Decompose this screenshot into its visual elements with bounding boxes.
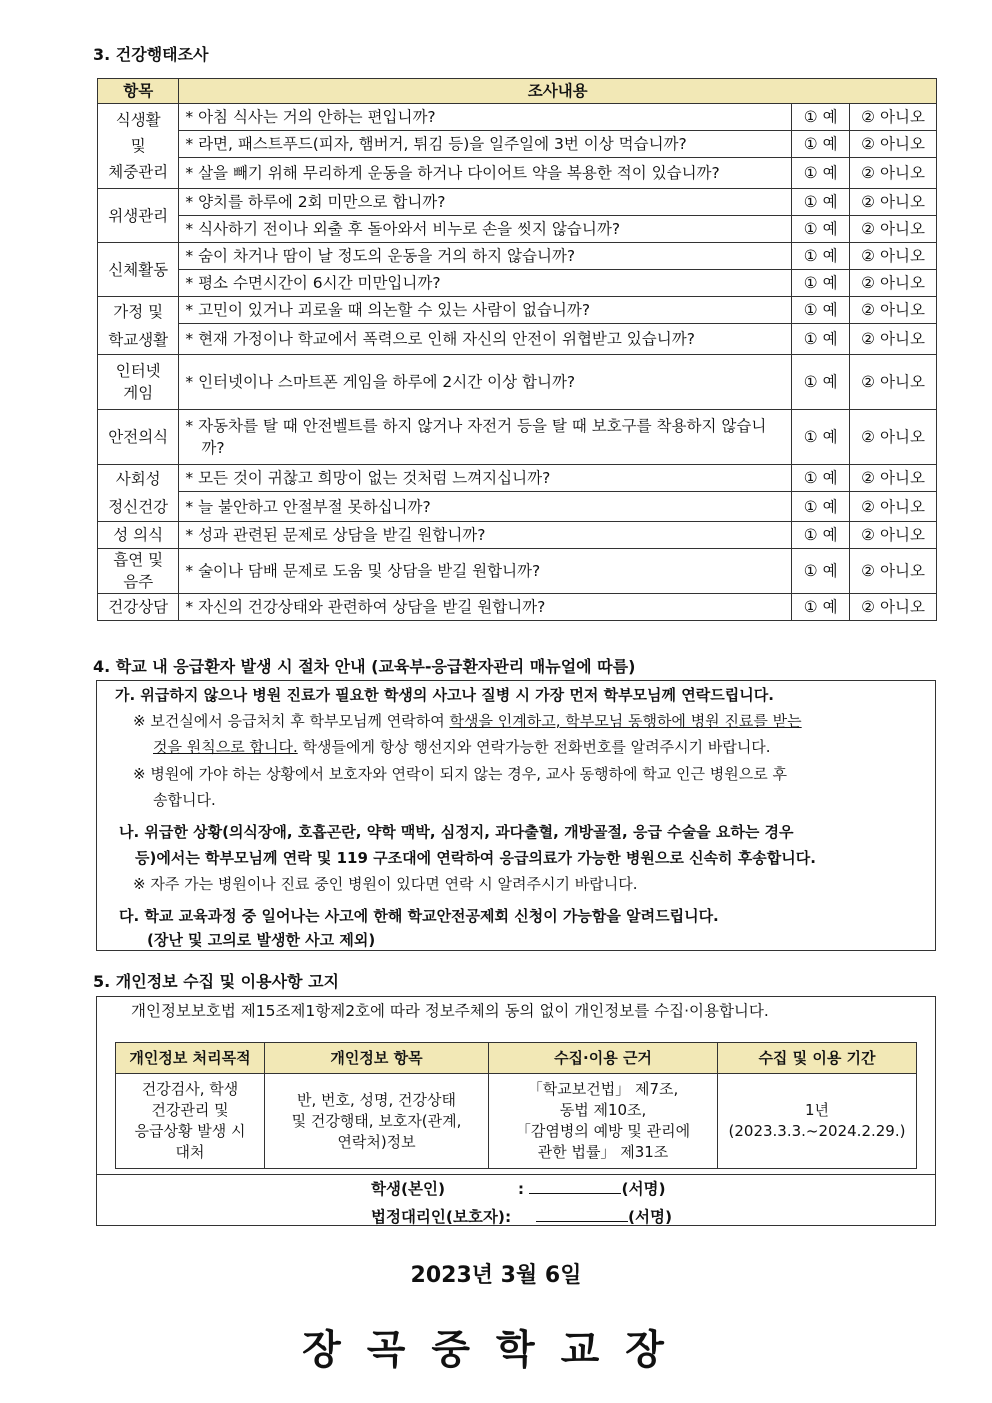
header-category: 항목 bbox=[98, 79, 179, 104]
privacy-header-period: 수집 및 이용 기간 bbox=[718, 1043, 917, 1074]
privacy-notice-box bbox=[96, 996, 936, 1226]
category-cell: 성 의식 bbox=[98, 522, 179, 549]
section-3-title: 3. 건강행태조사 bbox=[93, 45, 209, 64]
option-yes[interactable]: ① 예 bbox=[792, 465, 850, 492]
option-no[interactable]: ② 아니오 bbox=[850, 355, 937, 410]
category-cell: 흡연 및 음주 bbox=[98, 549, 179, 594]
option-yes[interactable]: ① 예 bbox=[792, 270, 850, 297]
privacy-basis-cell: 「학교보건법」 제7조, 동법 제10조, 「감염병의 예방 및 관리에 관한 법률」 제31조 bbox=[489, 1074, 718, 1169]
option-yes[interactable]: ① 예 bbox=[792, 522, 850, 549]
question-text: * 현재 가정이나 학교에서 폭력으로 인해 자신의 안전이 위협받고 있습니까? bbox=[179, 324, 792, 355]
question-text: * 식사하기 전이나 외출 후 돌아와서 비누로 손을 씻지 않습니까? bbox=[179, 216, 792, 243]
option-yes[interactable]: ① 예 bbox=[792, 243, 850, 270]
question-text: * 자동차를 탈 때 안전벨트를 하지 않거나 자전거 등을 탈 때 보호구를 착용하지 않습니까? bbox=[179, 410, 792, 465]
category-cell: 안전의식 bbox=[98, 410, 179, 465]
category-cell: 신체활동 bbox=[98, 243, 179, 297]
section-4-title: 4. 학교 내 응급환자 발생 시 절차 안내 (교육부-응급환자관리 매뉴얼에 따름) bbox=[93, 657, 636, 676]
option-no[interactable]: ② 아니오 bbox=[850, 594, 937, 621]
survey-row bbox=[98, 324, 937, 355]
privacy-header-basis: 수집·이용 근거 bbox=[489, 1043, 718, 1074]
procedure-ga-note2-line1: ※ 병원에 가야 하는 상황에서 보호자와 연락이 되지 않는 경우, 교사 동행하에 학교 인근 병원으로 후 bbox=[133, 765, 787, 783]
option-no[interactable]: ② 아니오 bbox=[850, 158, 937, 189]
survey-row bbox=[98, 522, 937, 549]
option-yes[interactable]: ① 예 bbox=[792, 131, 850, 158]
option-no[interactable]: ② 아니오 bbox=[850, 104, 937, 131]
option-yes[interactable]: ① 예 bbox=[792, 492, 850, 522]
option-yes[interactable]: ① 예 bbox=[792, 355, 850, 410]
option-yes[interactable]: ① 예 bbox=[792, 324, 850, 355]
option-yes[interactable]: ① 예 bbox=[792, 158, 850, 189]
emergency-procedure-box bbox=[96, 680, 936, 951]
privacy-header-purpose: 개인정보 처리목적 bbox=[116, 1043, 265, 1074]
option-no[interactable]: ② 아니오 bbox=[850, 189, 937, 216]
option-yes[interactable]: ① 예 bbox=[792, 104, 850, 131]
category-cell: 식생활 및 체중관리 bbox=[98, 104, 179, 189]
privacy-period-cell: 1년 (2023.3.3.~2024.2.29.) bbox=[718, 1074, 917, 1169]
document-date: 2023년 3월 6일 bbox=[410, 1263, 582, 1288]
category-cell: 인터넷 게임 bbox=[98, 355, 179, 410]
guardian-signature-blank[interactable] bbox=[536, 1207, 628, 1222]
privacy-table bbox=[115, 1042, 917, 1169]
option-no[interactable]: ② 아니오 bbox=[850, 216, 937, 243]
question-text: * 모든 것이 귀찮고 희망이 없는 것처럼 느껴지십니까? bbox=[179, 465, 792, 492]
question-text: * 살을 빼기 위해 무리하게 운동을 하거나 다이어트 약을 복용한 적이 있습니까? bbox=[179, 158, 792, 189]
privacy-items-cell: 반, 번호, 성명, 건강상태 및 건강행태, 보호자(관계, 연락처)정보 bbox=[265, 1074, 489, 1169]
survey-row bbox=[98, 158, 937, 189]
option-no[interactable]: ② 아니오 bbox=[850, 297, 937, 324]
survey-row bbox=[98, 104, 937, 131]
guardian-label: 법정대리인(보호자): bbox=[371, 1208, 512, 1226]
procedure-da-line2: (장난 및 고의로 발생한 사고 제외) bbox=[147, 931, 376, 949]
category-cell: 건강상담 bbox=[98, 594, 179, 621]
option-no[interactable]: ② 아니오 bbox=[850, 324, 937, 355]
option-no[interactable]: ② 아니오 bbox=[850, 465, 937, 492]
header-content: 조사내용 bbox=[179, 79, 937, 104]
procedure-na-line2: 등)에서는 학부모님께 연락 및 119 구조대에 연락하여 응급의료가 가능한 병원으로 신속히 후송합니다. bbox=[135, 849, 816, 867]
guardian-sign-label: (서명) bbox=[627, 1208, 673, 1226]
survey-row bbox=[98, 189, 937, 216]
category-cell: 위생관리 bbox=[98, 189, 179, 243]
survey-row bbox=[98, 297, 937, 324]
procedure-na-note: ※ 자주 가는 병원이나 진료 중인 병원이 있다면 연락 시 알려주시기 바랍니다. bbox=[133, 875, 638, 893]
question-text: * 평소 수면시간이 6시간 미만입니까? bbox=[179, 270, 792, 297]
student-signature-row: 학생(본인) : (서명) bbox=[371, 1180, 666, 1198]
survey-row bbox=[98, 355, 937, 410]
question-text: * 자신의 건강상태와 관련하여 상담을 받길 원합니까? bbox=[179, 594, 792, 621]
privacy-purpose-cell: 건강검사, 학생 건강관리 및 응급상황 발생 시 대처 bbox=[116, 1074, 265, 1169]
principal-signature: 장곡중학교장 bbox=[302, 1327, 690, 1373]
signature-divider bbox=[97, 1174, 935, 1175]
question-text: * 라면, 패스트푸드(피자, 햄버거, 튀김 등)을 일주일에 3번 이상 먹습니까? bbox=[179, 131, 792, 158]
option-no[interactable]: ② 아니오 bbox=[850, 243, 937, 270]
procedure-ga-note1-line1: ※ 보건실에서 응급처치 후 학부모님께 연락하여 학생을 인계하고, 학부모님 동행하에 병원 진료를 받는 bbox=[133, 712, 802, 730]
question-text: * 고민이 있거나 괴로울 때 의논할 수 있는 사람이 없습니까? bbox=[179, 297, 792, 324]
survey-row bbox=[98, 549, 937, 594]
survey-row bbox=[98, 410, 937, 465]
question-text: * 아침 식사는 거의 안하는 편입니까? bbox=[179, 104, 792, 131]
option-no[interactable]: ② 아니오 bbox=[850, 270, 937, 297]
procedure-ga-note1-line2: 것을 원칙으로 합니다. 학생들에게 항상 행선지와 연락가능한 전화번호를 알려주시기 바랍니다. bbox=[153, 738, 771, 756]
option-yes[interactable]: ① 예 bbox=[792, 549, 850, 594]
category-cell: 가정 및 학교생활 bbox=[98, 297, 179, 355]
option-yes[interactable]: ① 예 bbox=[792, 410, 850, 465]
question-text: * 술이나 담배 문제로 도움 및 상담을 받길 원합니까? bbox=[179, 549, 792, 594]
option-yes[interactable]: ① 예 bbox=[792, 216, 850, 243]
survey-row bbox=[98, 216, 937, 243]
option-no[interactable]: ② 아니오 bbox=[850, 492, 937, 522]
option-no[interactable]: ② 아니오 bbox=[850, 522, 937, 549]
privacy-intro: 개인정보보호법 제15조제1항제2호에 따라 정보주체의 동의 없이 개인정보를 수집·이용합니다. bbox=[131, 1002, 769, 1020]
health-behavior-survey-table bbox=[97, 78, 937, 621]
survey-row bbox=[98, 131, 937, 158]
survey-row bbox=[98, 594, 937, 621]
survey-row bbox=[98, 492, 937, 522]
privacy-header-items: 개인정보 항목 bbox=[265, 1043, 489, 1074]
procedure-da-line1: 다. 학교 교육과정 중 일어나는 사고에 한해 학교안전공제회 신청이 가능함을 알려드립니다. bbox=[119, 907, 719, 925]
student-signature-blank[interactable] bbox=[529, 1179, 621, 1194]
option-no[interactable]: ② 아니오 bbox=[850, 410, 937, 465]
section-5-title: 5. 개인정보 수집 및 이용사항 고지 bbox=[93, 972, 339, 991]
question-text: * 숨이 차거나 땀이 날 정도의 운동을 거의 하지 않습니까? bbox=[179, 243, 792, 270]
question-text: * 양치를 하루에 2회 미만으로 합니까? bbox=[179, 189, 792, 216]
option-yes[interactable]: ① 예 bbox=[792, 297, 850, 324]
survey-row bbox=[98, 243, 937, 270]
option-no[interactable]: ② 아니오 bbox=[850, 131, 937, 158]
survey-row bbox=[98, 465, 937, 492]
option-no[interactable]: ② 아니오 bbox=[850, 549, 937, 594]
student-label: 학생(본인) bbox=[371, 1180, 446, 1198]
procedure-ga-note2-line2: 송합니다. bbox=[153, 791, 216, 809]
question-text: * 성과 관련된 문제로 상담을 받길 원합니까? bbox=[179, 522, 792, 549]
category-cell: 사회성 정신건강 bbox=[98, 465, 179, 522]
procedure-na-line1: 나. 위급한 상황(의식장애, 호흡곤란, 약학 맥박, 심정지, 과다출혈, 개방골절, 응급 수술을 요하는 경우 bbox=[119, 823, 794, 841]
option-yes[interactable]: ① 예 bbox=[792, 594, 850, 621]
student-sign-label: (서명) bbox=[621, 1180, 666, 1198]
question-text: * 인터넷이나 스마트폰 게임을 하루에 2시간 이상 합니까? bbox=[179, 355, 792, 410]
procedure-ga: 가. 위급하지 않으나 병원 진료가 필요한 학생의 사고나 질병 시 가장 먼저 학부모님께 연락드립니다. bbox=[115, 686, 774, 704]
question-text: * 늘 불안하고 안절부절 못하십니까? bbox=[179, 492, 792, 522]
guardian-signature-row bbox=[371, 1205, 672, 1227]
option-yes[interactable]: ① 예 bbox=[792, 189, 850, 216]
survey-row bbox=[98, 270, 937, 297]
